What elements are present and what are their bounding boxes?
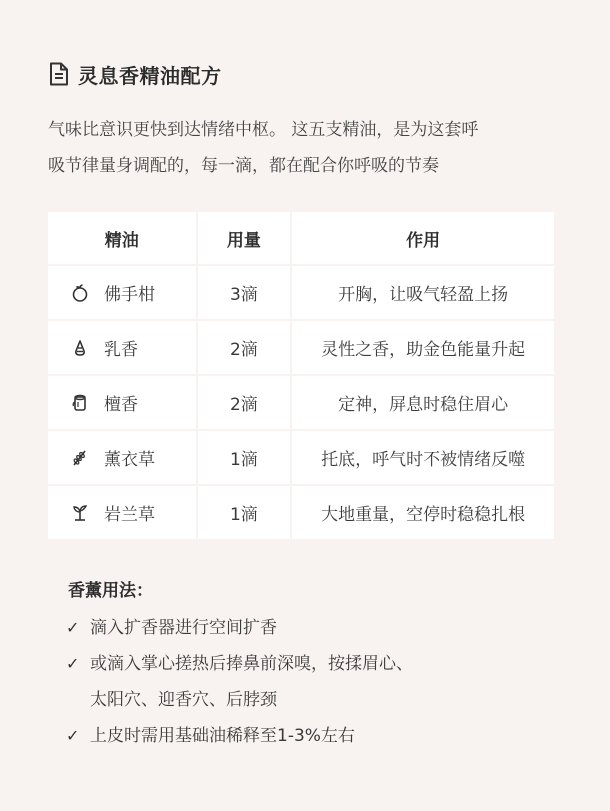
oil-name-cell <box>47 485 197 540</box>
document-icon <box>48 62 70 86</box>
table-row <box>47 375 555 430</box>
vetiver-icon <box>70 503 90 523</box>
list-item <box>66 646 566 718</box>
page-header <box>48 58 222 90</box>
oil-effect: 开胸，让吸气轻盈上扬 <box>291 265 555 320</box>
oil-effect: 托底，呼气时不被情绪反噬 <box>291 430 555 485</box>
usage-text: 或滴入掌心搓热后捧鼻前深嗅，按揉眉心、 太阳穴、迎香穴、后脖颈 <box>90 654 413 710</box>
intro-paragraph <box>48 112 568 184</box>
table-row <box>47 430 555 485</box>
table-row <box>47 320 555 375</box>
oil-quantity: 2滴 <box>197 375 292 430</box>
oil-effect: 灵性之香，助金色能量升起 <box>291 320 555 375</box>
header-quantity: 用量 <box>197 211 292 265</box>
intro-line-2: 吸节律量身调配的，每一滴，都在配合你呼吸的节奏 <box>48 156 439 176</box>
usage-text: 滴入扩香器进行空间扩香 <box>90 618 277 638</box>
header-effect: 作用 <box>291 211 555 265</box>
table-row <box>47 485 555 540</box>
checkmark-icon: ✓ <box>66 654 80 673</box>
oil-name: 薰衣草 <box>104 450 155 470</box>
table-row <box>47 265 555 320</box>
oil-name: 佛手柑 <box>104 285 155 305</box>
oil-name-cell <box>47 375 197 430</box>
checkmark-icon: ✓ <box>66 618 80 637</box>
usage-title: 香薰用法： <box>68 581 153 601</box>
sandalwood-icon <box>70 393 90 413</box>
oil-name: 乳香 <box>104 340 138 360</box>
oil-quantity: 2滴 <box>197 320 292 375</box>
header-oil: 精油 <box>47 211 197 265</box>
lavender-icon <box>70 448 90 468</box>
oil-name-cell <box>47 430 197 485</box>
oil-name: 檀香 <box>104 395 138 415</box>
oil-formula-table <box>46 210 556 541</box>
oil-effect: 定神，屏息时稳住眉心 <box>291 375 555 430</box>
oil-quantity: 1滴 <box>197 485 292 540</box>
intro-line-1: 气味比意识更快到达情绪中枢。 这五支精油，是为这套呼 <box>48 120 479 140</box>
list-item <box>66 610 566 646</box>
oil-effect: 大地重量，空停时稳稳扎根 <box>291 485 555 540</box>
oil-name-cell <box>47 320 197 375</box>
frankincense-icon <box>70 338 90 358</box>
usage-text: 上皮时需用基础油稀释至1-3%左右 <box>90 726 355 746</box>
oil-name: 岩兰草 <box>104 505 155 525</box>
oil-quantity: 1滴 <box>197 430 292 485</box>
table-header-row <box>47 211 555 265</box>
list-item <box>66 718 566 754</box>
oil-name-cell <box>47 265 197 320</box>
bergamot-icon <box>70 283 90 303</box>
checkmark-icon: ✓ <box>66 726 80 745</box>
page-title: 灵息香精油配方 <box>78 63 222 88</box>
usage-list <box>66 610 566 754</box>
oil-quantity: 3滴 <box>197 265 292 320</box>
